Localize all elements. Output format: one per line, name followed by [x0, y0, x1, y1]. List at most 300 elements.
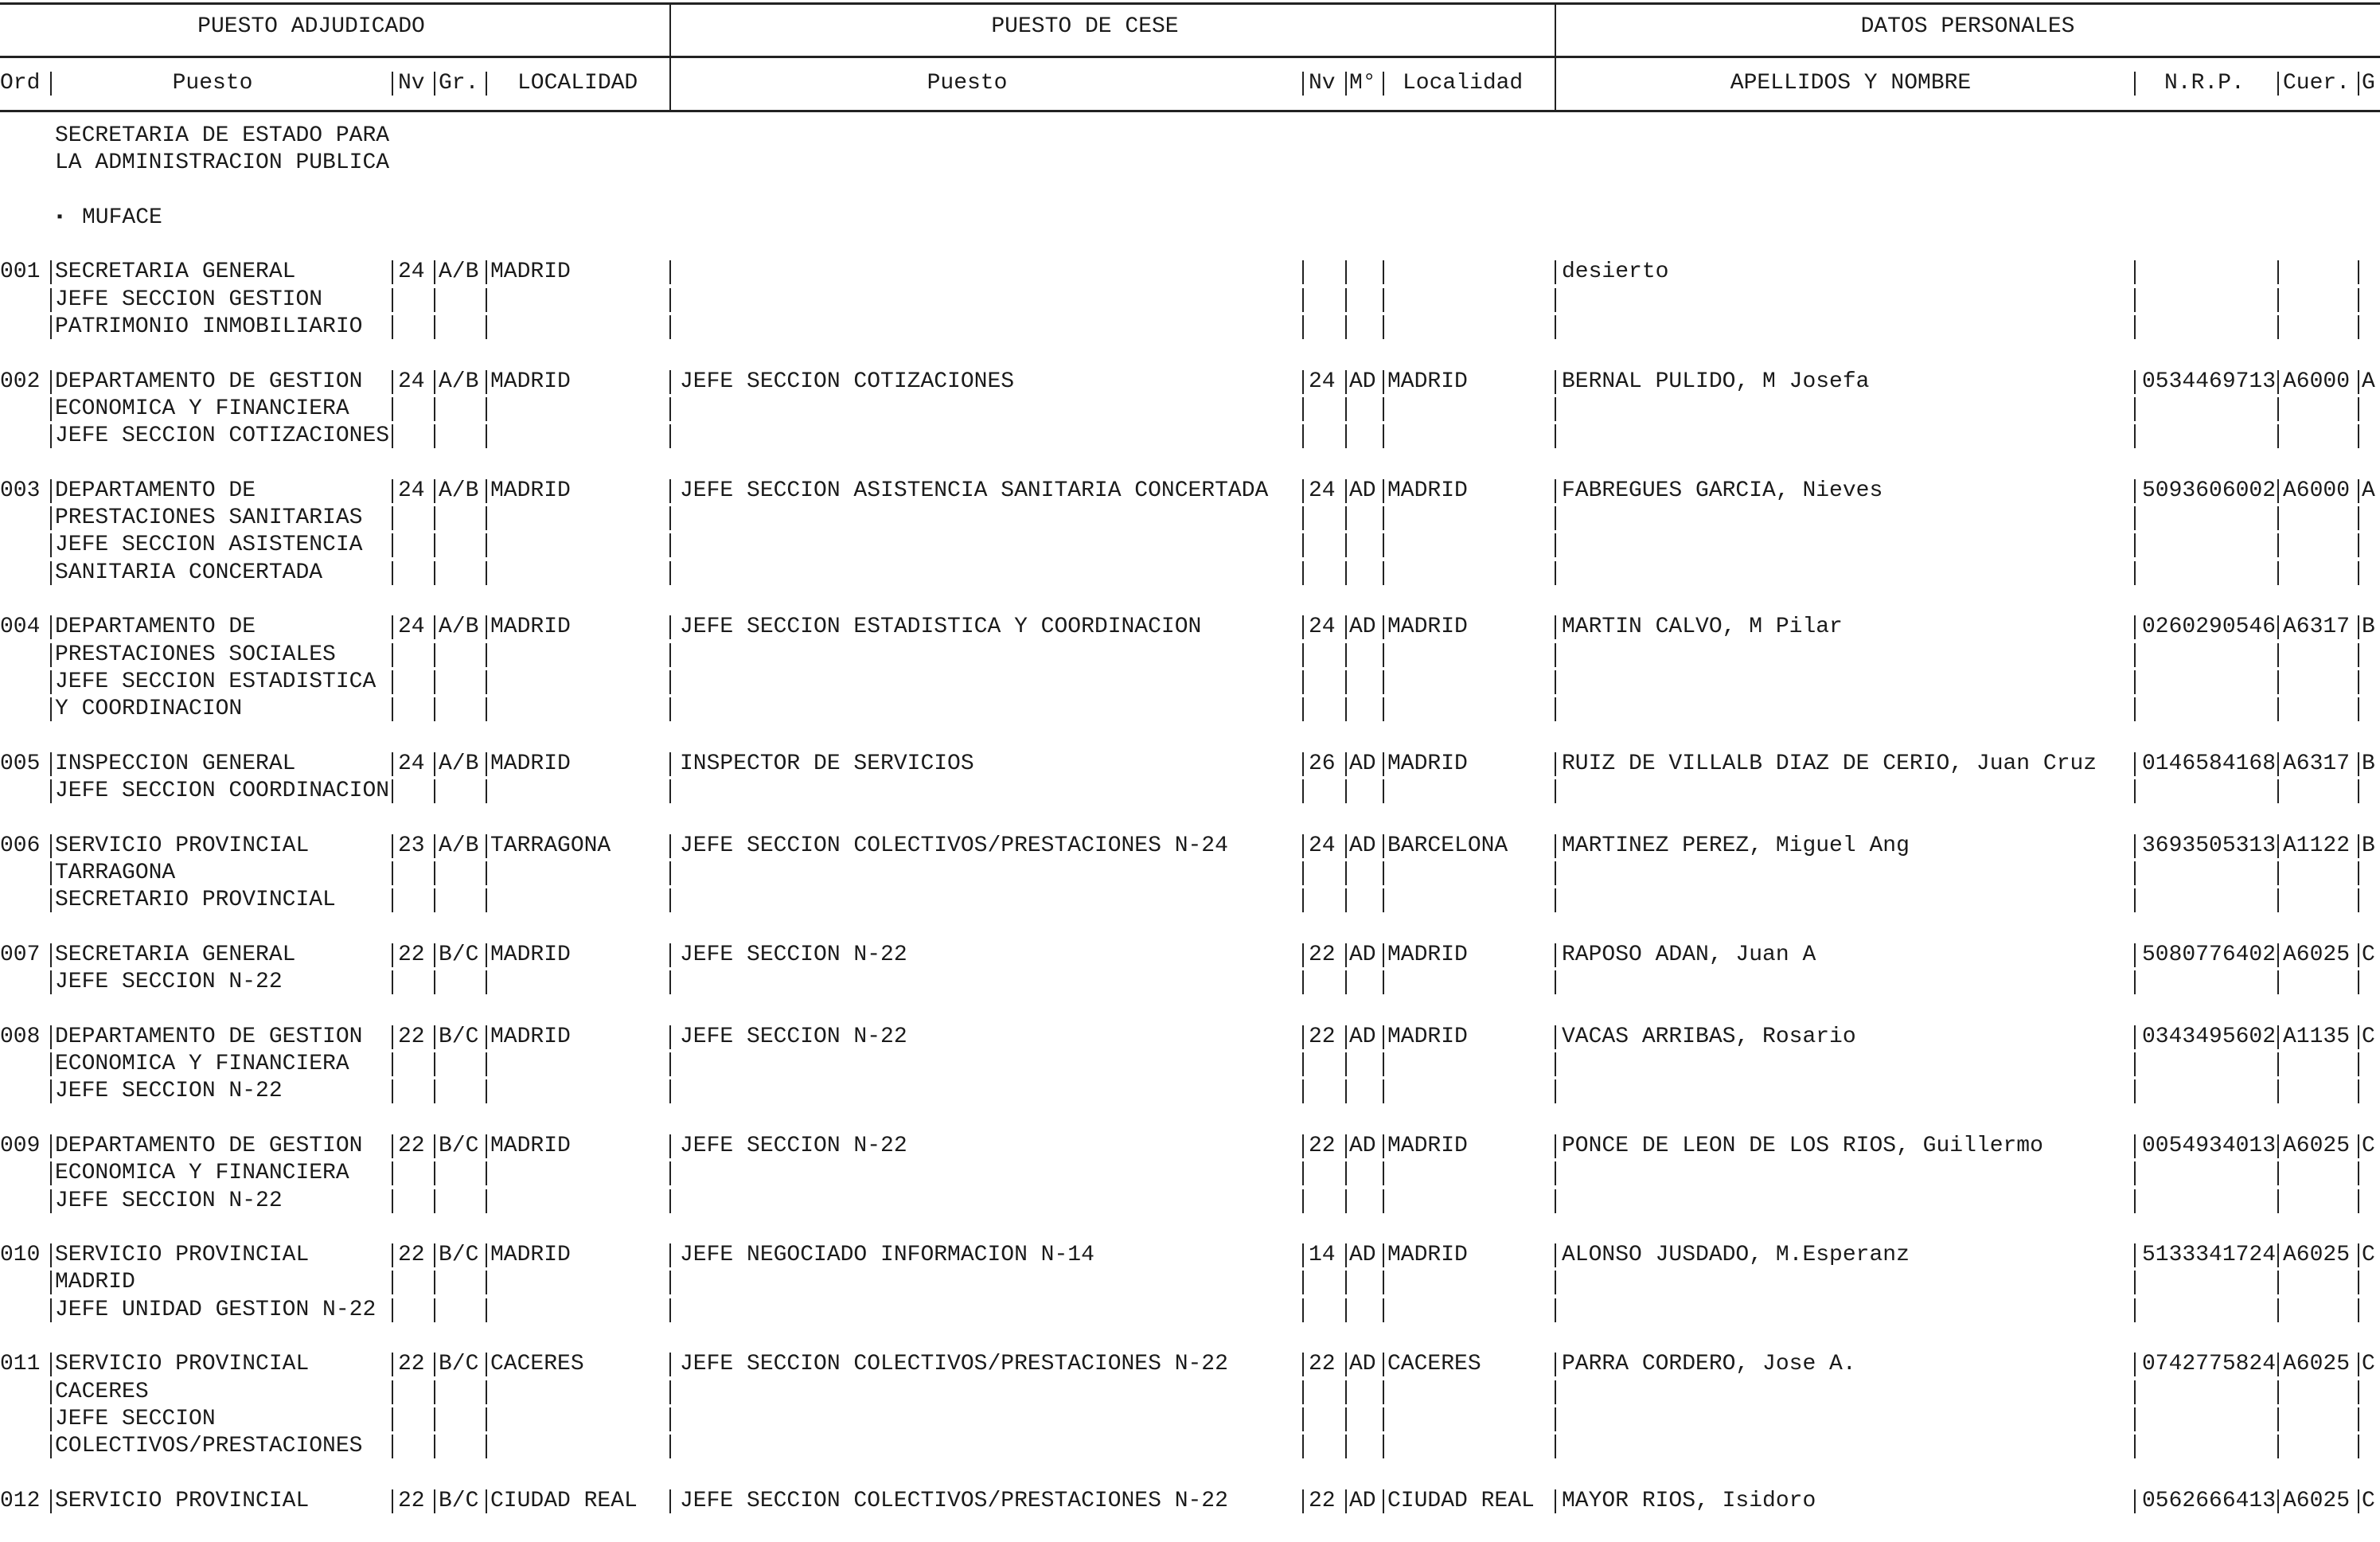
record-puesto-line: MADRID	[55, 1270, 135, 1295]
column-rule	[1555, 424, 1556, 448]
record-localidad: CACERES	[490, 1352, 584, 1377]
column-rule	[1555, 615, 1556, 639]
record-nombre: FABREGUES GARCIA, Nieves	[1562, 478, 1883, 503]
record-cese-puesto: JEFE SECCION COTIZACIONES	[680, 369, 1015, 394]
column-rule	[2358, 1271, 2359, 1294]
column-rule	[434, 1489, 435, 1513]
column-rule	[1555, 643, 1556, 667]
record-localidad: MADRID	[490, 615, 571, 640]
record-gr: A/B	[439, 615, 479, 640]
column-rule	[2277, 1052, 2279, 1076]
column-rule	[434, 779, 435, 803]
column-rule	[486, 1298, 487, 1322]
column-rule	[1302, 1271, 1304, 1294]
column-rule	[50, 506, 52, 530]
column-rule	[1345, 1025, 1347, 1049]
column-rule	[434, 670, 435, 694]
column-rule	[2277, 643, 2279, 667]
column-rule	[2277, 424, 2279, 448]
record-g: B	[2362, 751, 2375, 776]
record-cese-puesto: INSPECTOR DE SERVICIOS	[680, 751, 974, 776]
column-rule	[50, 1489, 52, 1513]
column-rule	[2134, 943, 2136, 967]
column-rule	[2358, 315, 2359, 339]
column-rule	[434, 1380, 435, 1404]
column-rule	[1345, 315, 1347, 339]
record-cese-localidad: MADRID	[1387, 615, 1468, 640]
column-rule	[486, 834, 487, 858]
column-rule	[669, 888, 671, 912]
column-rule	[486, 643, 487, 667]
record-puesto-line: DEPARTAMENTO DE	[55, 478, 256, 503]
col-localidad: LOCALIDAD	[517, 71, 638, 96]
column-rule	[1345, 424, 1347, 448]
record-puesto-line: DEPARTAMENTO DE	[55, 615, 256, 640]
column-rule	[2358, 697, 2359, 721]
column-rule	[1383, 397, 1384, 421]
column-rule	[434, 834, 435, 858]
record-gr: B/C	[439, 1133, 479, 1158]
column-rule	[434, 561, 435, 585]
column-rule	[1302, 1189, 1304, 1213]
record-puesto-line: SECRETARIA GENERAL	[55, 942, 296, 967]
record-localidad: MADRID	[490, 1133, 571, 1158]
column-rule	[2277, 1079, 2279, 1103]
column-rule	[50, 779, 52, 803]
col-nrp: N.R.P.	[2164, 71, 2245, 96]
column-rule	[1555, 1380, 1556, 1404]
column-rule	[1383, 1243, 1384, 1267]
column-rule	[2277, 970, 2279, 994]
column-rule	[1383, 779, 1384, 803]
record-cese-m: AD	[1349, 615, 1376, 640]
column-rule	[1555, 506, 1556, 530]
table-row	[0, 478, 2380, 614]
column-rule	[486, 370, 487, 394]
column-rule	[1383, 1435, 1384, 1458]
column-rule	[1302, 1161, 1304, 1185]
column-rule	[2134, 397, 2136, 421]
column-rule	[1383, 861, 1384, 885]
column-rule	[392, 1025, 393, 1049]
bullet-icon: ▪	[55, 208, 65, 227]
record-cese-localidad: BARCELONA	[1387, 833, 1508, 858]
column-rule	[669, 315, 671, 339]
record-cese-puesto: JEFE SECCION ASISTENCIA SANITARIA CONCERTADA	[680, 478, 1269, 503]
record-cese-puesto: JEFE SECCION N-22	[680, 1024, 907, 1049]
column-rule	[669, 1380, 671, 1404]
col-cese-puesto: Puesto	[927, 71, 1008, 96]
column-rule	[2277, 506, 2279, 530]
column-rule	[1302, 533, 1304, 557]
record-ord: 005	[0, 751, 41, 776]
record-nombre: PARRA CORDERO, Jose A.	[1562, 1352, 1856, 1377]
column-rule	[50, 670, 52, 694]
record-puesto-line: SERVICIO PROVINCIAL	[55, 1243, 310, 1268]
column-rule	[1555, 943, 1556, 967]
column-rule	[486, 1243, 487, 1267]
column-rule	[2134, 834, 2136, 858]
column-rule	[434, 1271, 435, 1294]
column-rule	[1302, 370, 1304, 394]
record-nombre: PONCE DE LEON DE LOS RIOS, Guillermo	[1562, 1133, 2043, 1158]
column-rule	[486, 752, 487, 776]
column-rule	[2358, 260, 2359, 284]
column-rule	[2358, 888, 2359, 912]
record-puesto-line: Y COORDINACION	[55, 697, 243, 722]
column-rule	[1302, 397, 1304, 421]
column-rule	[50, 1079, 52, 1103]
column-rule	[2277, 615, 2279, 639]
ministry-line: SECRETARIA DE ESTADO PARA	[55, 123, 390, 148]
column-rule	[392, 1353, 393, 1376]
column-rule	[392, 670, 393, 694]
column-rule	[669, 752, 671, 776]
record-puesto-line: JEFE SECCION COTIZACIONES	[55, 424, 390, 449]
column-rule	[1302, 861, 1304, 885]
column-rule	[669, 1025, 671, 1049]
column-rule	[486, 1161, 487, 1185]
column-rule	[1383, 943, 1384, 967]
column-rule	[2358, 288, 2359, 312]
column-rule	[434, 397, 435, 421]
group-puesto-adjudicado: PUESTO ADJUDICADO	[197, 14, 425, 39]
column-rule	[486, 1271, 487, 1294]
column-rule	[669, 370, 671, 394]
column-rule	[2134, 315, 2136, 339]
column-rule	[2358, 1243, 2359, 1267]
column-rule	[486, 670, 487, 694]
column-rule	[392, 779, 393, 803]
record-cese-localidad: MADRID	[1387, 1243, 1468, 1268]
column-rule	[1345, 888, 1347, 912]
record-localidad: CIUDAD REAL	[490, 1488, 638, 1513]
column-rule	[1383, 615, 1384, 639]
column-rule	[1383, 643, 1384, 667]
record-nv: 24	[398, 369, 425, 394]
table-row	[0, 369, 2380, 478]
column-rule	[2277, 288, 2279, 312]
record-cuerpo: A1122	[2283, 833, 2351, 858]
column-rule	[2134, 697, 2136, 721]
record-cese-nv: 14	[1309, 1243, 1336, 1268]
column-rule	[50, 834, 52, 858]
column-rule	[1302, 888, 1304, 912]
record-puesto-line: SERVICIO PROVINCIAL	[55, 1352, 310, 1377]
record-cuerpo: A6317	[2283, 615, 2351, 640]
column-rule	[1302, 697, 1304, 721]
record-cese-nv: 22	[1309, 942, 1336, 967]
column-rule	[2358, 397, 2359, 421]
column-rule	[2134, 1161, 2136, 1185]
column-rule	[669, 1079, 671, 1103]
record-localidad: MADRID	[490, 478, 571, 503]
record-nombre: MARTINEZ PEREZ, Miguel Ang	[1562, 833, 1910, 858]
column-rule	[1555, 697, 1556, 721]
column-rule	[392, 1189, 393, 1213]
column-rule	[669, 1271, 671, 1294]
col-cese-m: M°	[1349, 71, 1376, 96]
column-rule	[2134, 1079, 2136, 1103]
record-gr: B/C	[439, 1024, 479, 1049]
column-rule	[1345, 697, 1347, 721]
column-rule	[434, 697, 435, 721]
column-rule	[392, 643, 393, 667]
record-nv: 22	[398, 1133, 425, 1158]
record-puesto-line: JEFE SECCION ESTADISTICA	[55, 669, 377, 694]
column-rule	[2134, 506, 2136, 530]
record-nrp: 0054934013	[2142, 1133, 2277, 1158]
record-puesto-line: JEFE SECCION	[55, 1406, 216, 1431]
column-rule	[50, 1407, 52, 1431]
column-rule	[669, 861, 671, 885]
record-gr: A/B	[439, 369, 479, 394]
record-puesto-line: SECRETARIO PROVINCIAL	[55, 888, 336, 913]
column-rule	[50, 397, 52, 421]
column-rule	[2134, 260, 2136, 284]
column-rule	[2358, 1435, 2359, 1458]
column-rule	[1555, 888, 1556, 912]
record-nrp: 0562666413	[2142, 1488, 2277, 1513]
column-rule	[1383, 1189, 1384, 1213]
column-rule	[1302, 779, 1304, 803]
column-rule	[2358, 752, 2359, 776]
column-rule	[50, 1025, 52, 1049]
column-rule	[1383, 1161, 1384, 1185]
column-rule	[669, 397, 671, 421]
column-rule	[434, 315, 435, 339]
column-rule	[1345, 1243, 1347, 1267]
record-nrp: 3693505313	[2142, 833, 2277, 858]
column-rule	[669, 943, 671, 967]
column-rule	[392, 1134, 393, 1158]
column-rule	[434, 1407, 435, 1431]
record-g: C	[2362, 1488, 2375, 1513]
column-rule	[2134, 670, 2136, 694]
column-rule	[669, 533, 671, 557]
column-rule	[669, 1243, 671, 1267]
column-rule	[1383, 1079, 1384, 1103]
column-rule	[1345, 506, 1347, 530]
record-puesto-line: TARRAGONA	[55, 861, 176, 886]
record-g: C	[2362, 1024, 2375, 1049]
record-ord: 002	[0, 369, 41, 394]
column-rule	[1302, 670, 1304, 694]
column-rule	[50, 1380, 52, 1404]
column-rule	[1383, 1489, 1384, 1513]
record-nrp: 5133341724	[2142, 1243, 2277, 1268]
record-nrp: 5080776402	[2142, 942, 2277, 967]
column-rule	[50, 424, 52, 448]
record-g: B	[2362, 615, 2375, 640]
record-cese-puesto: JEFE SECCION N-22	[680, 1133, 907, 1158]
column-rule	[392, 533, 393, 557]
column-rule	[50, 615, 52, 639]
column-rule	[1383, 479, 1384, 503]
column-rule	[486, 561, 487, 585]
column-rule	[486, 888, 487, 912]
record-g: C	[2362, 942, 2375, 967]
column-rule	[2277, 1271, 2279, 1294]
column-rule	[1555, 1161, 1556, 1185]
column-rule	[2358, 779, 2359, 803]
column-rule	[1383, 970, 1384, 994]
column-rule	[1302, 1489, 1304, 1513]
record-cese-puesto: JEFE SECCION N-22	[680, 942, 907, 967]
column-rule	[50, 1052, 52, 1076]
column-rule	[392, 479, 393, 503]
column-rule	[50, 1243, 52, 1267]
column-rule	[392, 834, 393, 858]
record-cese-m: AD	[1349, 751, 1376, 776]
column-rule	[669, 1052, 671, 1076]
column-rule	[392, 1489, 393, 1513]
column-rule	[1383, 260, 1384, 284]
column-rule	[2134, 1489, 2136, 1513]
column-rule	[2134, 1134, 2136, 1158]
column-rule	[1345, 752, 1347, 776]
column-rule	[392, 397, 393, 421]
group-datos-personales: DATOS PERSONALES	[1860, 14, 2075, 39]
column-rule	[486, 1052, 487, 1076]
record-puesto-line: JEFE SECCION ASISTENCIA	[55, 533, 363, 558]
record-puesto-line: SANITARIA CONCERTADA	[55, 560, 323, 585]
column-rule	[2358, 1380, 2359, 1404]
group-divider	[669, 2, 671, 112]
record-ord: 010	[0, 1243, 41, 1268]
column-rule	[2358, 1298, 2359, 1322]
column-rule	[50, 1353, 52, 1376]
record-g: A	[2362, 369, 2375, 394]
record-g: B	[2362, 833, 2375, 858]
column-rule	[2277, 315, 2279, 339]
column-rule	[2134, 1052, 2136, 1076]
record-cese-nv: 22	[1309, 1133, 1336, 1158]
column-rule	[1345, 288, 1347, 312]
record-cuerpo: A6317	[2283, 751, 2351, 776]
record-cuerpo: A1135	[2283, 1024, 2351, 1049]
column-rule	[50, 888, 52, 912]
column-rule	[1302, 643, 1304, 667]
column-rule	[434, 1079, 435, 1103]
record-puesto-line: SECRETARIA GENERAL	[55, 260, 296, 285]
column-rule	[2358, 1025, 2359, 1049]
column-rule	[392, 888, 393, 912]
column-rule	[1345, 1161, 1347, 1185]
column-rule	[669, 1353, 671, 1376]
column-rule	[1555, 288, 1556, 312]
column-rule	[486, 260, 487, 284]
column-rule	[1345, 779, 1347, 803]
column-rule	[1302, 260, 1304, 284]
column-rule	[1555, 561, 1556, 585]
column-rule	[2277, 1189, 2279, 1213]
record-g: A	[2362, 478, 2375, 503]
record-cese-nv: 22	[1309, 1488, 1336, 1513]
record-cese-puesto: JEFE SECCION COLECTIVOS/PRESTACIONES N-24	[680, 833, 1228, 858]
column-rule	[1302, 1380, 1304, 1404]
column-rule	[486, 479, 487, 503]
column-rule	[486, 970, 487, 994]
column-rule	[434, 1025, 435, 1049]
column-rule	[392, 260, 393, 284]
column-rule	[1302, 1435, 1304, 1458]
column-rule	[2277, 1134, 2279, 1158]
record-puesto-line: ECONOMICA Y FINANCIERA	[55, 1161, 349, 1186]
record-nv: 23	[398, 833, 425, 858]
record-nrp: 0534469713	[2142, 369, 2277, 394]
column-rule	[669, 970, 671, 994]
record-localidad: MADRID	[490, 751, 571, 776]
column-rule	[50, 1134, 52, 1158]
column-rule	[1345, 1079, 1347, 1103]
record-puesto-line: SERVICIO PROVINCIAL	[55, 833, 310, 858]
column-rule	[392, 970, 393, 994]
column-rule	[486, 861, 487, 885]
column-rule	[669, 834, 671, 858]
column-rule	[1383, 670, 1384, 694]
column-rule	[392, 1435, 393, 1458]
column-rule	[1302, 615, 1304, 639]
column-rule	[1383, 1025, 1384, 1049]
column-rule	[50, 370, 52, 394]
column-rule	[1345, 834, 1347, 858]
column-rule	[1383, 752, 1384, 776]
column-rule	[1302, 479, 1304, 503]
record-ord: 004	[0, 615, 41, 640]
column-rule	[486, 1435, 487, 1458]
column-rule	[50, 1435, 52, 1458]
ministry-line: LA ADMINISTRACION PUBLICA	[55, 150, 390, 176]
column-rule	[1302, 1243, 1304, 1267]
column-rule	[434, 506, 435, 530]
column-rule	[486, 1407, 487, 1431]
column-rule	[2358, 1134, 2359, 1158]
column-rule	[1383, 288, 1384, 312]
column-rule	[1302, 752, 1304, 776]
column-rule	[434, 752, 435, 776]
column-rule	[1555, 834, 1556, 858]
column-rule	[1345, 533, 1347, 557]
table-row	[0, 1488, 2380, 1542]
column-rule	[2358, 670, 2359, 694]
record-gr: B/C	[439, 1488, 479, 1513]
column-rule	[486, 315, 487, 339]
column-rule	[669, 1435, 671, 1458]
record-nombre: BERNAL PULIDO, M Josefa	[1562, 369, 1870, 394]
group-divider	[1555, 2, 1556, 112]
column-rule	[669, 615, 671, 639]
column-rule	[50, 970, 52, 994]
column-rule	[50, 533, 52, 557]
column-rule	[669, 779, 671, 803]
col-cese-localidad: Localidad	[1403, 71, 1524, 96]
record-cese-nv: 22	[1309, 1024, 1336, 1049]
column-rule	[1555, 970, 1556, 994]
column-rule	[392, 370, 393, 394]
column-rule	[2358, 1161, 2359, 1185]
column-rule	[1383, 1134, 1384, 1158]
record-puesto-line: COLECTIVOS/PRESTACIONES	[55, 1434, 363, 1459]
column-rule	[434, 1243, 435, 1267]
column-rule	[2134, 1380, 2136, 1404]
column-rule	[1383, 1052, 1384, 1076]
column-rule	[392, 1380, 393, 1404]
record-cese-puesto: JEFE SECCION ESTADISTICA Y COORDINACION	[680, 615, 1202, 640]
column-rule	[2358, 1407, 2359, 1431]
record-cese-nv: 22	[1309, 1352, 1336, 1377]
column-rule	[1555, 370, 1556, 394]
